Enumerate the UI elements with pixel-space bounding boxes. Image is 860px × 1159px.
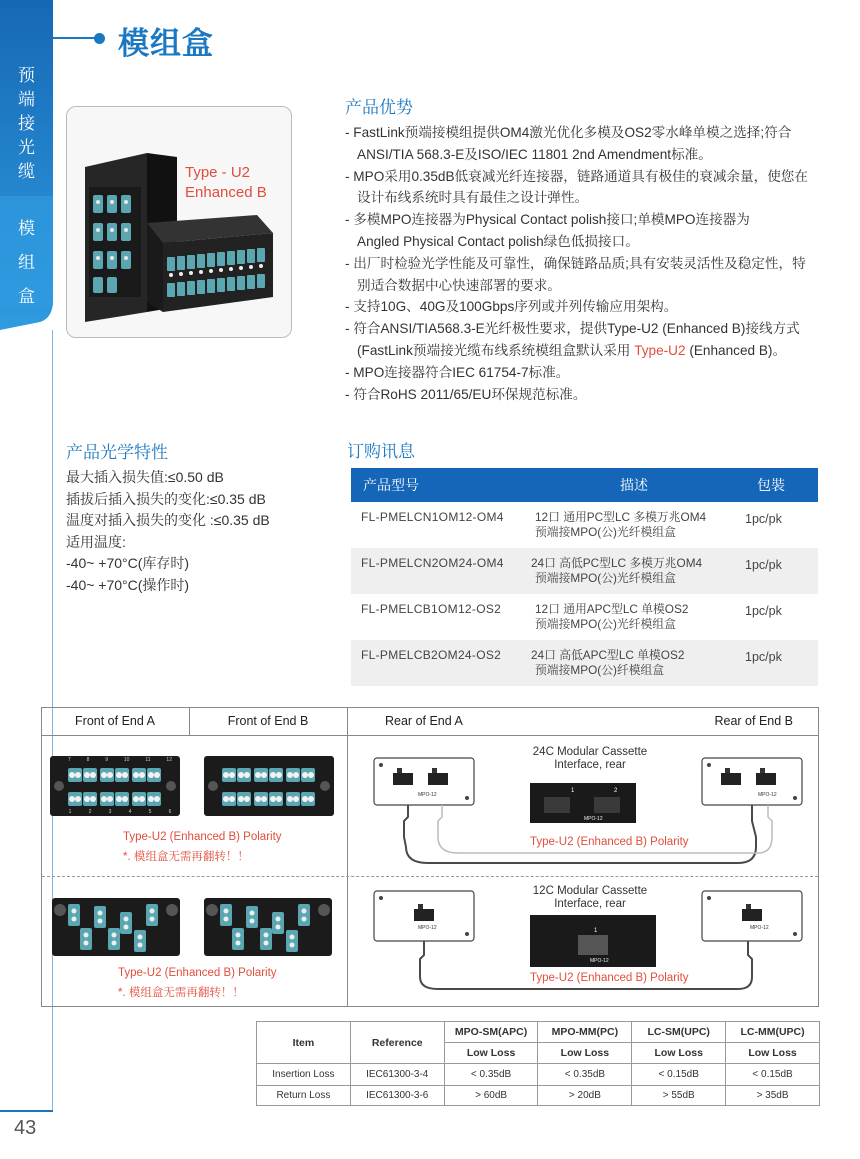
order-desc-line: 预端接MPO(公)光纤模组盒 (535, 525, 676, 539)
advantage-text: (FastLink预端接光缆布线系统模组盒默认采用 (357, 342, 635, 358)
table-row (257, 1064, 820, 1086)
order-desc-line: 12口 通用PC型LC 多模万兆OM4 (535, 510, 707, 524)
table-row (257, 1086, 820, 1106)
rear-polarity-caption: Type-U2 (Enhanced B) Polarity (530, 836, 689, 848)
spec-header-col: MPO-SM(APC) (444, 1022, 538, 1043)
mpo-label: MPO-12 (750, 925, 769, 931)
order-model: FL-PMELCN1OM12-OM4 (351, 502, 523, 548)
port-number: 1 (68, 809, 72, 815)
order-desc (523, 502, 745, 548)
port-number: 12 (166, 757, 172, 763)
port-number: 4 (128, 809, 132, 815)
port-number: 3 (108, 809, 112, 815)
mpo-port-number: 2 (614, 788, 618, 794)
advantage-line: 设计布线系统时具有最佳之设计弹性。 (357, 190, 589, 206)
port-number: 11 (145, 757, 151, 763)
spec-cell: IEC61300-3-6 (350, 1086, 444, 1106)
order-desc-line: 预端接MPO(公)光纤模组盒 (535, 617, 676, 631)
port-numbers-bottom (60, 809, 180, 815)
mpo-label: MPO-12 (418, 792, 437, 798)
cassette-title-line: Interface, rear (554, 898, 626, 910)
optical-line: 插拔后插入损失的变化:≤0.35 dB (66, 490, 266, 507)
spec-cell: Insertion Loss (257, 1064, 351, 1086)
advantage-line: - 出厂时检验光学性能及可靠性，确保链路品质;具有安装灵活性及稳定性，特 (345, 255, 806, 271)
cassette-title (520, 885, 660, 911)
sidebar-char: 盒 (18, 287, 35, 306)
mpo-label: MPO-12 (590, 958, 609, 964)
cassette-title-line: 12C Modular Cassette (532, 885, 648, 897)
order-pack: 1pc/pk (745, 640, 818, 686)
spec-cell: < 0.15dB (726, 1064, 820, 1086)
table-row (351, 548, 818, 594)
spec-cell: > 20dB (538, 1086, 632, 1106)
product-photo (66, 106, 292, 338)
optical-line: 温度对插入损失的变化 :≤0.35 dB (66, 512, 270, 529)
diagram-divider (189, 707, 190, 736)
sidebar-char: 预 (18, 66, 35, 85)
spec-subheader: Low Loss (444, 1043, 538, 1064)
title-bullet (94, 33, 105, 44)
spec-subheader: Low Loss (538, 1043, 632, 1064)
sidebar-char: 缆 (18, 162, 35, 181)
photo-label-line2: Enhanced B (185, 184, 267, 201)
spec-header-reference: Reference (350, 1022, 444, 1064)
advantage-line: - 支持10G、40G及100Gbps序列或并列传输应用架构。 (345, 299, 678, 315)
port-number: 5 (148, 809, 152, 815)
advantage-line: - 多模MPO连接器为Physical Contact polish接口;单模MPO连接器为 (345, 212, 750, 228)
spec-cell: > 55dB (632, 1086, 726, 1106)
advantage-text: (Enhanced B)。 (685, 342, 787, 358)
mpo-label: MPO-12 (418, 925, 437, 931)
order-desc-line: 24口 高低APC型LC 单模OS2 (531, 648, 685, 662)
table-row (351, 502, 818, 548)
cassette-title-line: Interface, rear (554, 759, 626, 771)
order-header-desc: 描述 (523, 468, 745, 502)
mpo-label: MPO-12 (584, 816, 603, 822)
order-heading: 订购讯息 (347, 442, 415, 461)
spec-cell: > 35dB (726, 1086, 820, 1106)
advantage-line: - MPO采用0.35dB低衰减光纤连接器，链路通道具有极佳的衰减余量，使您在 (345, 168, 808, 184)
order-desc (523, 640, 745, 686)
polarity-caption: Type-U2 (Enhanced B) Polarity (123, 831, 282, 843)
spec-header-col: LC-MM(UPC) (726, 1022, 820, 1043)
title-rule (50, 37, 98, 39)
footer-rule (0, 1110, 53, 1112)
advantage-line: ANSI/TIA 568.3-E及ISO/IEC 11801 2nd Amendment标准。 (357, 146, 712, 162)
cassette-title (520, 746, 660, 772)
mpo-label: MPO-12 (758, 792, 777, 798)
spec-header-col: MPO-MM(PC) (538, 1022, 632, 1043)
sidebar-char: 组 (18, 253, 35, 272)
spec-table (256, 1021, 820, 1106)
port-number: 7 (67, 757, 71, 763)
port-number: 6 (168, 809, 172, 815)
table-row (351, 594, 818, 640)
port-number: 2 (88, 809, 92, 815)
advantage-line: - FastLink预端接模组提供OM4激光优化多模及OS2零水峰单模之选择;符合 (345, 125, 792, 140)
table-row (351, 640, 818, 686)
advantage-line (345, 340, 815, 362)
order-desc (523, 548, 745, 594)
port-number: 9 (105, 757, 109, 763)
spec-cell: > 60dB (444, 1086, 538, 1106)
advantage-line: - 符合RoHS 2011/65/EU环保规范标准。 (345, 386, 587, 402)
port-number: 10 (123, 757, 130, 763)
order-pack: 1pc/pk (745, 502, 818, 548)
order-model: FL-PMELCB2OM24-OS2 (351, 640, 523, 686)
order-desc-line: 预端接MPO(公)光纤模组盒 (535, 571, 676, 585)
front-panels-12c (52, 898, 342, 960)
spec-subheader: Low Loss (632, 1043, 726, 1064)
diagram-header (41, 707, 819, 736)
sidebar-char: 接 (18, 114, 35, 133)
order-pack: 1pc/pk (745, 594, 818, 640)
polarity-caption: Type-U2 (Enhanced B) Polarity (118, 967, 277, 979)
spec-cell: < 0.35dB (538, 1064, 632, 1086)
advantages-list (345, 122, 815, 405)
spec-header-item: Item (257, 1022, 351, 1064)
order-header-pack: 包裝 (745, 468, 818, 502)
rear-polarity-caption: Type-U2 (Enhanced B) Polarity (530, 972, 689, 984)
advantage-line: 别适合数据中心快速部署的要求。 (357, 277, 561, 293)
advantage-highlight: Type-U2 (634, 342, 686, 358)
diagram-header-front-b: Front of End B (227, 714, 309, 728)
cassette-illustration (67, 107, 292, 338)
sidebar-category[interactable] (0, 64, 53, 184)
port-numbers-top (60, 757, 180, 763)
polarity-note: *. 模组盒无需再翻转！！ (123, 851, 249, 863)
order-desc (523, 594, 745, 640)
advantage-line: - MPO连接器符合IEC 61754-7标准。 (345, 364, 570, 380)
diagram-header-rear-a: Rear of End A (385, 714, 463, 728)
mpo-port-number: 1 (594, 928, 598, 934)
sidebar-char: 端 (18, 90, 35, 109)
sidebar-char: 光 (18, 138, 35, 157)
mpo-port-number: 1 (571, 788, 575, 794)
spec-subheader: Low Loss (726, 1043, 820, 1064)
port-number: 8 (86, 757, 90, 763)
optical-heading: 产品光学特性 (66, 443, 168, 462)
spec-cell: < 0.15dB (632, 1064, 726, 1086)
polarity-note: *. 模组盒无需再翻转！！ (118, 987, 244, 999)
advantage-line: - 符合ANSI/TIA568.3-E光纤极性要求，提供Type-U2 (Enhanced B)接线方式 (345, 321, 800, 337)
spec-cell: Return Loss (257, 1086, 351, 1106)
order-desc-line: 预端接MPO(公)纤模组盒 (535, 663, 665, 677)
order-desc-line: 12口 通用APC型LC 单模OS2 (535, 602, 689, 616)
advantages-heading: 产品优势 (345, 98, 413, 117)
order-pack: 1pc/pk (745, 548, 818, 594)
optical-line: -40~ +70°C(库存时) (66, 555, 190, 572)
photo-label-line1: Type - U2 (185, 164, 251, 181)
spec-cell: IEC61300-3-4 (350, 1064, 444, 1086)
optical-line: 适用温度: (66, 533, 126, 550)
diagram-header-rear-b: Rear of End B (714, 714, 793, 728)
order-header-model: 产品型号 (351, 468, 523, 502)
cassette-title-line: 24C Modular Cassette (532, 746, 648, 758)
page-title: 模组盒 (118, 26, 214, 61)
order-desc-line: 24口 高低PC型LC 多模万兆OM4 (531, 556, 703, 570)
order-model: FL-PMELCB1OM12-OS2 (351, 594, 523, 640)
spec-cell: < 0.35dB (444, 1064, 538, 1086)
spec-header-col: LC-SM(UPC) (632, 1022, 726, 1043)
order-table (351, 468, 818, 686)
optical-line: 最大插入损失值:≤0.50 dB (66, 469, 224, 485)
sidebar-section[interactable] (0, 212, 53, 314)
optical-line: -40~ +70°C(操作时) (66, 576, 190, 593)
order-model: FL-PMELCN2OM24-OM4 (351, 548, 523, 594)
diagram-header-front-a: Front of End A (75, 714, 155, 728)
advantage-line: Angled Physical Contact polish绿色低损接口。 (357, 233, 639, 249)
sidebar-char: 模 (18, 219, 35, 238)
page-number: 43 (14, 1117, 37, 1139)
optical-list (66, 467, 270, 597)
